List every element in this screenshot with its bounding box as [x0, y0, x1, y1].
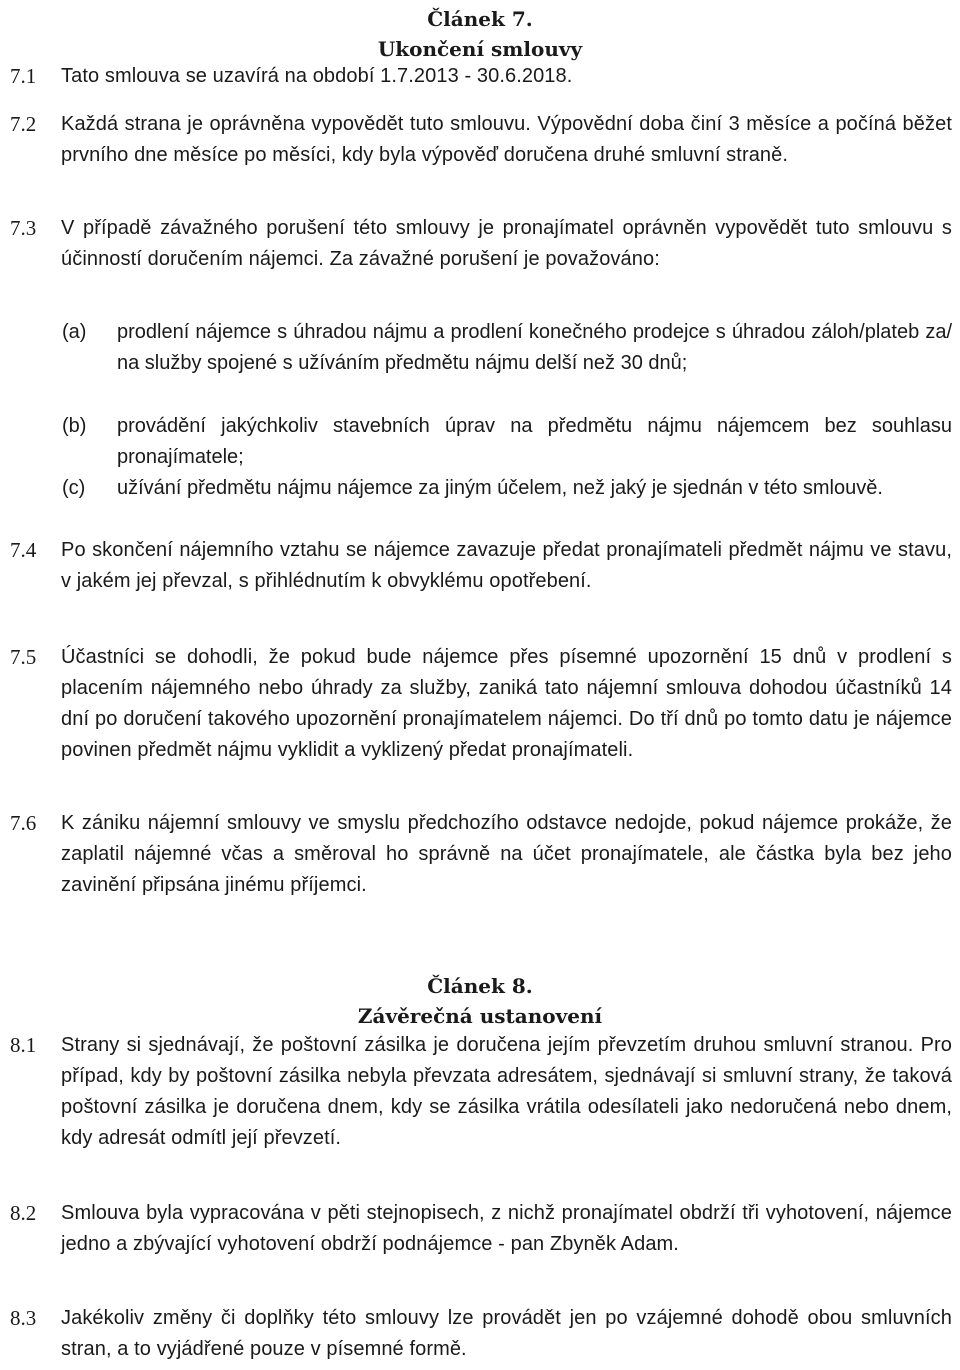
- article-8-number: Článek 8.: [427, 974, 533, 998]
- paragraph-7-4: [10, 535, 952, 597]
- paragraph-8-3: [10, 1303, 952, 1365]
- paragraph-8-1: [10, 1030, 952, 1154]
- paragraph-7-6: [10, 808, 952, 901]
- list-item-letter: (b): [62, 415, 87, 437]
- article-8-title: Závěrečná ustanovení: [357, 1004, 603, 1028]
- paragraph-text: Po skončení nájemního vztahu se nájemce zavazuje předat pronajímateli předmět nájmu ve stavu, v jakém jej převzal, s přihlédnutím k obvyklému opotřebení.: [61, 539, 952, 592]
- paragraph-7-1: [10, 61, 952, 92]
- paragraph-text: V případě závažného porušení této smlouvy je pronajímatel oprávněn vypovědět tuto smlouvu s účinností doručením nájemci. Za závažné porušení je považováno:: [61, 217, 952, 270]
- list-item-c: [62, 473, 952, 504]
- paragraph-7-5: [10, 642, 952, 766]
- paragraph-number: 7.3: [10, 216, 37, 240]
- list-item-b: [62, 411, 952, 473]
- article-7-number: Článek 7.: [427, 7, 533, 31]
- paragraph-text: Smlouva byla vypracována v pěti stejnopisech, z nichž pronajímatel obdrží tři vyhotovení, nájemce jedno a zbývající vyhotovení obdrží podnájemce - pan Zbyněk Adam.: [61, 1202, 952, 1255]
- paragraph-text: Tato smlouva se uzavírá na období 1.7.2013 - 30.6.2018.: [61, 65, 573, 87]
- article-7-title: Ukončení smlouvy: [377, 37, 583, 61]
- paragraph-7-3: [10, 213, 952, 275]
- list-item-text: užívání předmětu nájmu nájemce za jiným účelem, než jaký je sjednán v této smlouvě.: [117, 477, 883, 499]
- paragraph-number: 8.1: [10, 1033, 37, 1057]
- paragraph-number: 7.2: [10, 112, 37, 136]
- paragraph-text: Účastníci se dohodli, že pokud bude nájemce přes písemné upozornění 15 dnů v prodlení s placením nájemného nebo úhrady za služby, zaniká tato nájemní smlouva dohodou účastníků 14 dní po doručení takového upozornění pronajímatelem nájemci. Do tří dnů po tomto datu je nájemce povinen předmět nájmu vyklidit a vyklizený předat pronajímateli.: [61, 646, 952, 761]
- paragraph-text: K zániku nájemní smlouvy ve smyslu předchozího odstavce nedojde, pokud nájemce prokáže, že zaplatil nájemné včas a směroval ho správně na účet pronajímatele, ale částka byla bez jeho zavinění připsána jinému příjemci.: [61, 812, 952, 896]
- paragraph-text: Strany si sjednávají, že poštovní zásilka je doručena jejím převzetím druhou smluvní stranou. Pro případ, kdy by poštovní zásilka nebyla převzata adresátem, sjednávají si smluvní strany, že taková poštovní zásilka je doručena dnem, kdy se zásilka vrátila odesílateli jako nedoručená nebo dnem, kdy adresát odmítl její převzetí.: [61, 1034, 952, 1149]
- paragraph-number: 7.1: [10, 64, 37, 88]
- paragraph-number: 8.2: [10, 1201, 37, 1225]
- paragraph-number: 7.4: [10, 538, 37, 562]
- paragraph-7-2: [10, 109, 952, 171]
- paragraph-text: Každá strana je oprávněna vypovědět tuto smlouvu. Výpovědní doba činí 3 měsíce a počíná běžet prvního dne měsíce po měsíci, kdy byla výpověď doručena druhé smluvní straně.: [61, 113, 952, 166]
- list-item-letter: (c): [62, 477, 86, 499]
- paragraph-8-2: [10, 1198, 952, 1260]
- paragraph-text: Jakékoliv změny či doplňky této smlouvy lze provádět jen po vzájemné dohodě obou smluvních stran, a to vyjádřené pouze v písemné formě.: [61, 1307, 952, 1360]
- paragraph-number: 7.6: [10, 811, 37, 835]
- list-item-text: provádění jakýchkoliv stavebních úprav na předmětu nájmu nájemcem bez souhlasu pronajímatele;: [117, 415, 952, 468]
- paragraph-number: 7.5: [10, 645, 37, 669]
- paragraph-number: 8.3: [10, 1306, 37, 1330]
- list-item-letter: (a): [62, 321, 87, 343]
- list-item-a: [62, 317, 952, 379]
- list-item-text: prodlení nájemce s úhradou nájmu a prodlení konečného prodejce s úhradou záloh/plateb za/ na služby spojené s užíváním předmětu nájmu delší než 30 dnů;: [117, 321, 952, 374]
